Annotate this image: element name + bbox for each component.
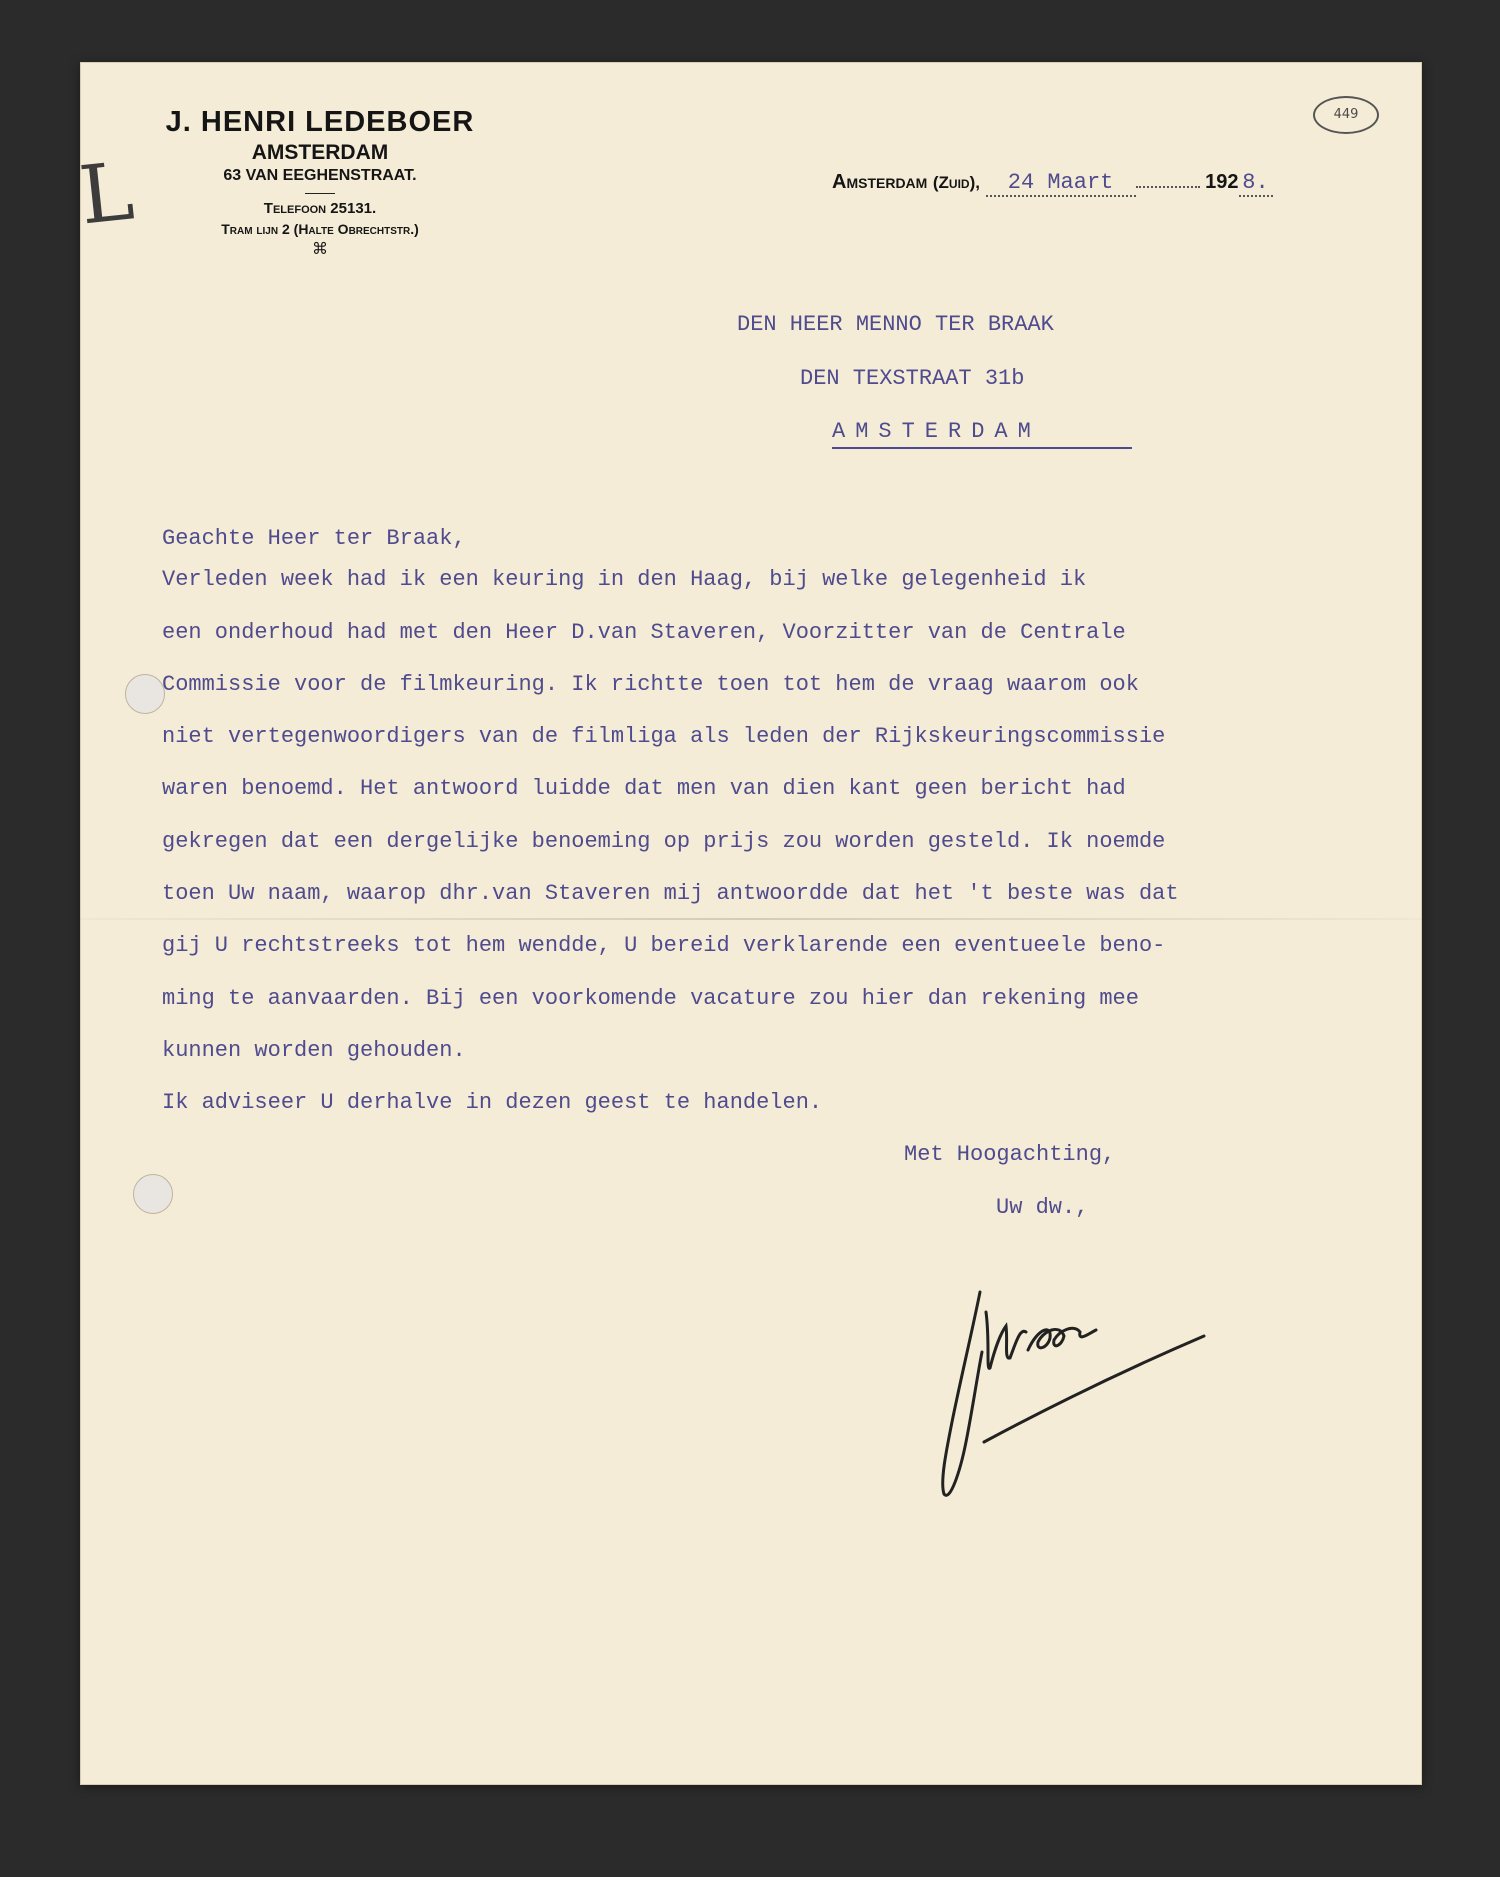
body-line: gij U rechtstreeks tot hem wendde, U bereid verklarende een eventueele beno- bbox=[162, 933, 1166, 958]
body-line: toen Uw naam, waarop dhr.van Staveren mij antwoordde dat het 't beste was dat bbox=[162, 881, 1179, 906]
salutation: Geachte Heer ter Braak, bbox=[162, 526, 466, 551]
dateline bbox=[832, 170, 1273, 197]
letterhead-street: 63 VAN EEGHENSTRAAT. bbox=[223, 167, 417, 184]
letterhead-city: AMSTERDAM bbox=[251, 141, 389, 164]
closing-line-1: Met Hoogachting, bbox=[904, 1142, 1116, 1167]
recipient-line-2: DEN TEXSTRAAT 31b bbox=[800, 366, 1025, 391]
pencil-initial: L bbox=[75, 144, 138, 243]
letterhead bbox=[150, 106, 490, 259]
body-line: Ik adviseer U derhalve in dezen geest te handelen. bbox=[162, 1090, 823, 1115]
dateline-day-month: 24 Maart bbox=[1007, 170, 1114, 195]
letterhead-divider bbox=[305, 193, 335, 194]
body-line: kunnen worden gehouden. bbox=[162, 1038, 466, 1063]
body-line: niet vertegenwoordigers van de filmliga als leden der Rijkskeuringscommissie bbox=[162, 724, 1166, 749]
dateline-place: Amsterdam bbox=[832, 171, 928, 193]
punch-hole-upper bbox=[125, 674, 165, 714]
dateline-year-suffix: 8. bbox=[1242, 170, 1269, 195]
ornament-icon: ⌘ bbox=[312, 241, 328, 258]
dateline-year-prefix: 192 bbox=[1205, 171, 1239, 193]
body-line: waren benoemd. Het antwoord luidde dat men van dien kant geen bericht had bbox=[162, 776, 1126, 801]
body-line: Verleden week had ik een keuring in den Haag, bij welke gelegenheid ik bbox=[162, 567, 1087, 592]
letterhead-tram: Tram lijn 2 (Halte Obrechtstr.) bbox=[221, 221, 419, 237]
punch-hole-lower bbox=[133, 1174, 173, 1214]
signature bbox=[920, 1272, 1240, 1512]
body-line: een onderhoud had met den Heer D.van Staveren, Voorzitter van de Centrale bbox=[162, 620, 1126, 645]
closing-line-2: Uw dw., bbox=[996, 1195, 1089, 1220]
letterhead-phone: Telefoon 25131. bbox=[263, 200, 377, 217]
dateline-district: (Zuid), bbox=[932, 173, 980, 192]
letterhead-name: J. HENRI LEDEBOER bbox=[165, 106, 475, 138]
body-line: ming te aanvaarden. Bij een voorkomende vacature zou hier dan rekening mee bbox=[162, 986, 1139, 1011]
recipient-underline bbox=[832, 447, 1132, 449]
recipient-line-3: AMSTERDAM bbox=[832, 419, 1041, 444]
body-line: Commissie voor de filmkeuring. Ik richtte toen tot hem de vraag waarom ook bbox=[162, 672, 1139, 697]
archive-number: 449 bbox=[1313, 96, 1379, 134]
body-line: gekregen dat een dergelijke benoeming op prijs zou worden gesteld. Ik noemde bbox=[162, 829, 1166, 854]
recipient-line-1: DEN HEER MENNO TER BRAAK bbox=[737, 312, 1054, 337]
letter-page bbox=[75, 62, 1422, 1785]
fold-crease bbox=[80, 918, 1422, 920]
